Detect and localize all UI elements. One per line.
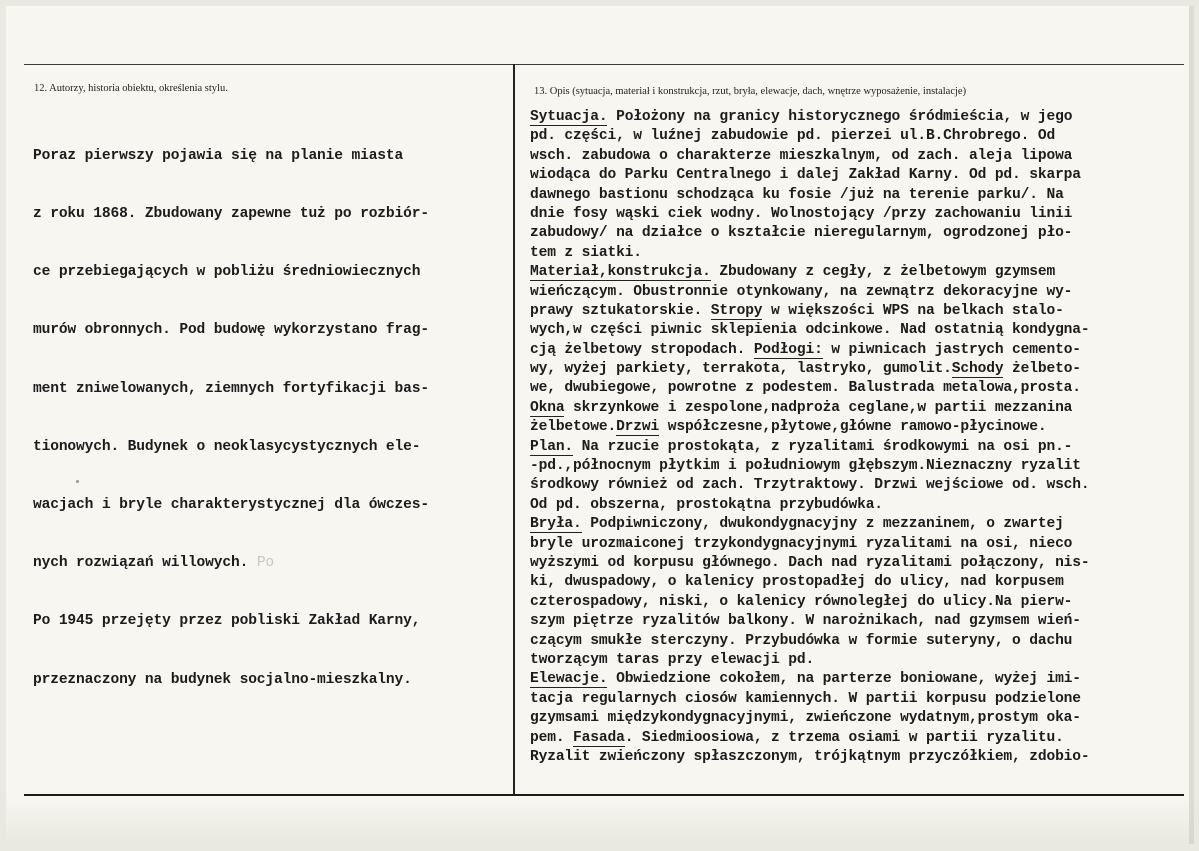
underlined-heading: Podłogi: [753,341,823,358]
underlined-heading: Elewacje. [530,671,608,688]
text-line [530,476,1090,495]
text-fragment: wyższymi od korpusu głównego. Dach nad ryzalitami połączony, nis- [530,554,1090,571]
text-line [530,224,1090,243]
text-fragment: -pd.,północnym płytkim i południowym głębszym.Nieznaczny ryzalit [530,458,1081,475]
top-rule [24,64,1184,65]
text-line [530,709,1090,728]
text-fragment: szym piętrze ryzalitów balkony. W narożnikach, nad gzymsem wień- [530,613,1081,630]
text-fragment: Zbudowany z cegły, z żelbetowym gzymsem [710,264,1056,281]
text-fragment: środkowy również od zach. Trzytraktowy. Drzwi wejściowe od. wsch. [530,477,1090,494]
text-line [530,205,1090,224]
text-fragment: tworzącym taras przy elewacji pd. [530,651,815,668]
text-line [530,593,1090,612]
text-fragment: Ryzalit zwieńczony spłaszczonym, trójkątnym przyczółkiem, zdobio- [530,748,1090,765]
text-fragment: wych,w części piwnic sklepienia odcinkowe. Nad ostatnią kondygna- [530,322,1090,339]
text-fragment: skrzynkowe i zespolone,nadproża ceglane,w partii mezzanina [564,399,1073,416]
text-line: murów obronnych. Pod budowę wykorzystano frag- [33,322,429,339]
text-fragment: zabudowy/ na działce o kształcie nieregularnym, ogrodzonej pło- [530,225,1073,242]
text-fragment: czącym smukłe sterczyny. Przybudówka w formie suteryny, o dachu [530,632,1073,649]
history-text-column [33,108,429,709]
text-line: Po 1945 przejęty przez pobliski Zakład Karny, [33,613,421,630]
text-line [530,690,1090,709]
underlined-heading: Materiał,konstrukcja. [530,264,711,281]
text-fragment: Na rzucie prostokąta, z ryzalitami środkowymi na osi pn.- [573,438,1073,455]
text-line: tionowych. Budynek o neoklasycystycznych ele- [33,438,421,455]
underlined-heading: Plan. [530,438,574,455]
text-fragment: w piwnicach jastrych cemento- [822,341,1081,358]
underlined-heading: Bryła. [530,516,582,533]
underlined-heading: Stropy [710,302,763,319]
text-line [530,108,1090,127]
text-line [530,360,1090,379]
text-line [530,438,1090,457]
text-line [530,147,1090,166]
text-line [530,186,1090,205]
text-fragment: w większości WPS na belkach stalo- [762,302,1064,319]
text-fragment: gzymsami międzykondygnacyjnymi, zwieńczone wydatnym,prostym oka- [530,710,1081,727]
text-fragment: Od pd. obszerna, prostokątna przybudówka. [530,496,883,513]
text-line [530,748,1090,767]
text-fragment: pem. [530,729,574,746]
underlined-heading: Okna [530,399,565,416]
text-fragment: cją żelbetowy stropodach. [530,341,754,358]
text-line [530,670,1090,689]
text-line: wacjach i bryle charakterystycznej dla ówczes- [33,497,429,514]
text-line [530,496,1090,515]
text-line: przeznaczony na budynek socjalno-mieszkalny. [33,671,412,688]
text-line [530,166,1090,185]
text-fragment: wieńczącym. Obustronnie otynkowany, na zewnątrz dekoracyjne wy- [530,283,1073,300]
page-edge [1189,6,1194,844]
text-fragment: wiodąca do Parku Centralnego i dalej Zakład Karny. Od pd. skarpa [530,167,1081,184]
text-line: z roku 1868. Zbudowany zapewne tuż po rozbiór- [33,206,429,223]
description-text-column [530,108,1090,767]
text-line [530,729,1090,748]
text-line [530,244,1090,263]
text-fragment: Położony na granicy historycznego śródmieścia, w jego [607,109,1073,125]
text-line [530,457,1090,476]
text-fragment: . Siedmioosiowa, z trzema osiami w partii ryzalitu. [624,729,1064,746]
text-line [530,379,1090,398]
text-fragment: Obwiedzione cokołem, na parterze boniowane, wyżej imi- [607,671,1081,688]
column-divider [513,64,515,794]
text-fragment: tacja regularnych ciosów kamiennych. W partii korpusu podzielone [530,690,1081,707]
text-fragment: żelbeto- [1003,361,1081,378]
text-line [530,263,1090,282]
bottom-rule [24,794,1184,796]
text-line: ment zniwelowanych, ziemnych fortyfikacji bas- [33,380,429,397]
text-fragment: prawy sztukatorskie. [530,302,711,319]
underlined-heading: Schody [951,361,1004,378]
text-fragment: ki, dwuspadowy, o kalenicy prostopadłej do ulicy, nad korpusem [530,574,1064,591]
underlined-heading: Fasada [573,729,625,746]
text-line [33,554,429,573]
text-fragment: bryle urozmaiconej trzykondygnacyjnymi ryzalitami na osi, nieco [530,535,1073,552]
text-fragment: dawnego bastionu schodząca ku fosie /już na terenie parku/. Na [530,186,1064,203]
text-line [530,341,1090,360]
text-line [530,651,1090,670]
text-fragment: nych rozwiązań willowych. [33,555,249,572]
text-fragment: dnie fosy wąski ciek wodny. Wolnostojący /przy zachowaniu linii [530,205,1073,222]
section-12-header: 12. Autorzy, historia obiektu, określenia stylu. [34,83,228,94]
text-line [530,302,1090,321]
text-line [530,535,1090,554]
text-fragment: współczesne,płytowe,główne ramowo-płycinowe. [659,419,1047,436]
text-fragment: we, dwubiegowe, powrotne z podestem. Balustrada metalowa,prosta. [530,380,1081,397]
text-line [530,399,1090,418]
text-fragment: pd. części, w luźnej zabudowie pd. pierzei ul.B.Chrobrego. Od [530,128,1056,145]
text-line: Poraz pierwszy pojawia się na planie miasta [33,147,404,164]
text-line [530,418,1090,437]
text-line [530,515,1090,534]
text-fragment: czterospadowy, niski, o kalenicy równoległej do ulicy.Na pierw- [530,593,1073,610]
text-fragment: żelbetowe. [530,419,617,436]
text-fragment: Podpiwniczony, dwukondygnacyjny z mezzaninem, o zwartej [581,516,1064,533]
section-13-header: 13. Opis (sytuacja, materiał i konstrukcja, rzut, bryła, elewacje, dach, wnętrze wyposażenie, instalacje) [534,86,967,97]
text-line [530,321,1090,340]
text-line: ce przebiegających w pobliżu średniowiecznych [33,264,421,281]
text-line [530,283,1090,302]
underlined-heading: Sytuacja. [530,109,608,125]
text-fragment: wy, wyżej parkiety, terrakota, lastryko, gumolit. [530,361,952,378]
text-line [530,127,1090,146]
text-fragment: tem z siatki. [530,244,642,261]
text-line [530,573,1090,592]
faded-overtyped-text: Po [256,555,275,572]
text-line [530,612,1090,631]
text-line [530,554,1090,573]
text-fragment: wsch. zabudowa o charakterze mieszkalnym, od zach. aleja lipowa [530,147,1073,164]
text-line [530,632,1090,651]
underlined-heading: Drzwi [616,419,660,436]
